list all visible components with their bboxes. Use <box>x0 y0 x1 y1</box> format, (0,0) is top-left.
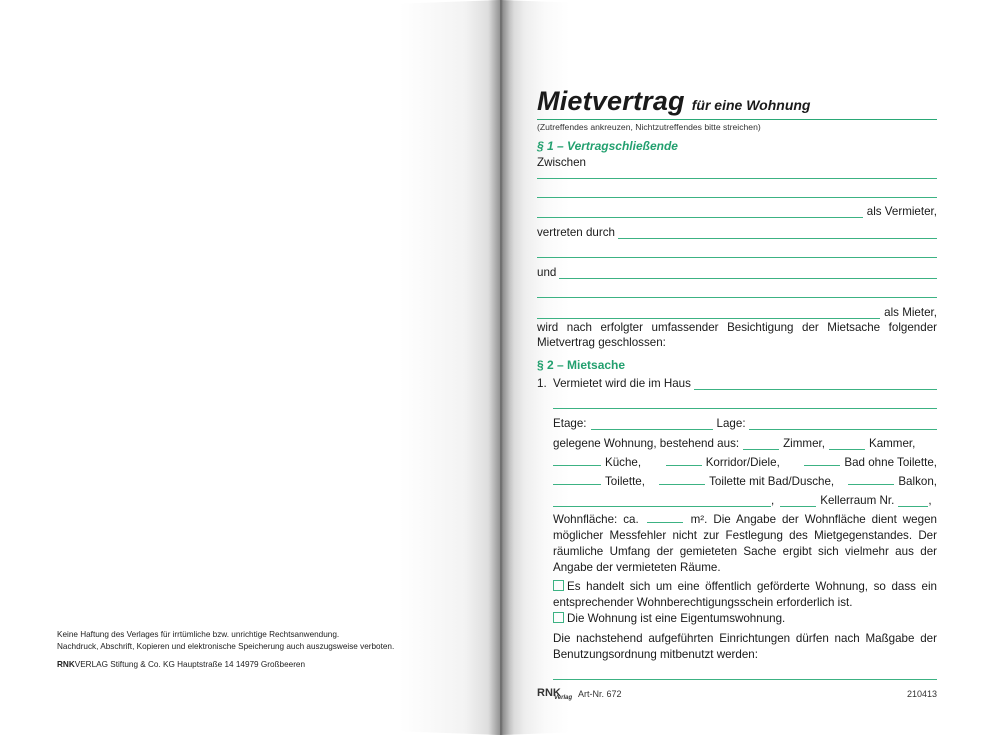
gelegene-label: gelegene Wohnung, bestehend aus: <box>553 437 740 450</box>
und-label: und <box>537 266 557 279</box>
fill-line-haus[interactable] <box>694 380 937 390</box>
vermietet-label: Vermietet wird die im Haus <box>553 377 691 390</box>
check-eigentum-label: Die Wohnung ist eine Eigentumswohnung. <box>567 612 786 625</box>
page-title: Mietvertrag <box>537 86 685 116</box>
fill-line-party1-b[interactable] <box>537 197 937 198</box>
bad-ohne-label: Bad ohne Toilette, <box>844 456 937 469</box>
fill-line-mieter[interactable] <box>537 309 880 319</box>
section-1-heading: § 1 – Vertragschließende <box>537 139 678 153</box>
keller-row <box>553 493 937 507</box>
article-number: Art-Nr. 672 <box>578 689 622 699</box>
publisher-address: VERLAG Stiftung & Co. KG Hauptstraße 14 14979 Großbeeren <box>74 660 306 669</box>
disclaimer-liability: Keine Haftung des Verlages für irrtümliche bzw. unrichtige Rechtsanwendung. <box>57 630 340 639</box>
fill-korridor[interactable] <box>666 456 702 466</box>
vermieter-row <box>537 204 937 218</box>
left-page-footer <box>57 629 477 671</box>
fill-line-party1-a[interactable] <box>537 178 937 179</box>
fill-line-vertreten-b[interactable] <box>537 257 937 258</box>
fill-line-party2-a[interactable] <box>559 269 937 279</box>
vertreten-durch-label: vertreten durch <box>537 226 615 239</box>
fill-wohnflaeche[interactable] <box>647 513 683 523</box>
fill-kammer[interactable] <box>829 440 865 450</box>
form-title-row <box>537 86 937 120</box>
checkbox-gefoerdert[interactable] <box>553 580 564 591</box>
item-number: 1. <box>537 377 547 390</box>
section-2-heading: § 2 – Mietsache <box>537 358 626 372</box>
fill-lage[interactable] <box>749 420 937 430</box>
fill-keller[interactable] <box>780 497 816 507</box>
check-gefoerdert-label: Es handelt sich um eine öffentlich geförderte Wohnung, so dass ein entsprechender Wohnberechtigungsschein erforderlich ist. <box>553 580 937 609</box>
book-spine <box>488 0 514 735</box>
contract-closing-text: wird nach erfolgter umfassender Besichtigung der Mietsache folgender Mietvertrag geschlossen: <box>537 321 937 349</box>
section-2-body <box>553 408 937 680</box>
kellerraum-label: Kellerraum Nr. <box>820 494 895 507</box>
wohnflaeche-text: m². Die Angabe der Wohnfläche dient wegen möglicher Messfehler nicht zur Festlegung des Mietgegenstandes. Der räumliche Umfang der gemieteten Sache ergibt sich vielmehr aus der Angabe der vermieteten Räume. <box>553 513 937 574</box>
fill-zimmer[interactable] <box>743 440 779 450</box>
wohnflaeche-paragraph <box>553 512 937 576</box>
page-subtitle: für eine Wohnung <box>691 97 811 113</box>
fill-etage[interactable] <box>591 420 713 430</box>
publisher-brand: RNK <box>57 660 75 669</box>
rnk-logo: RNK <box>537 687 561 699</box>
balkon-label: Balkon, <box>898 475 937 488</box>
contract-form <box>537 86 937 680</box>
fill-keller-nr[interactable] <box>898 497 928 507</box>
einrichtungen-text: Die nachstehend aufgeführten Einrichtungen dürfen nach Maßgabe der Benutzungsordnung mitbenutzt werden: <box>553 632 937 661</box>
wohnung-row-2 <box>553 455 937 469</box>
lage-label: Lage: <box>716 417 746 430</box>
fill-toilette[interactable] <box>553 475 601 485</box>
zimmer-label: Zimmer, <box>783 437 825 450</box>
disclaimer-copy: Nachdruck, Abschrift, Kopieren und elektronische Speicherung auch auszugsweise verboten. <box>57 641 395 651</box>
rnk-logo-sub: Verlag <box>554 695 573 701</box>
etage-row <box>553 416 937 430</box>
comma-separator: , <box>771 494 775 507</box>
check-gefoerdert-row <box>553 579 937 611</box>
fill-weitere-raeume[interactable] <box>553 497 771 507</box>
als-vermieter-label: als Vermieter, <box>866 205 937 218</box>
fill-bad-ohne[interactable] <box>804 456 840 466</box>
fill-balkon[interactable] <box>848 475 894 485</box>
toilette-label: Toilette, <box>605 475 645 488</box>
fill-toilette-mit[interactable] <box>659 475 705 485</box>
korridor-label: Korridor/Diele, <box>705 456 780 469</box>
vertreten-row <box>537 225 937 239</box>
toilette-mit-label: Toilette mit Bad/Dusche, <box>709 475 835 488</box>
form-hint: (Zutreffendes ankreuzen, Nichtzutreffendes bitte streichen) <box>537 122 761 132</box>
mieter-row <box>537 305 937 319</box>
kueche-label: Küche, <box>605 456 642 469</box>
check-eigentum-row <box>553 611 937 627</box>
fill-line-party2-b[interactable] <box>537 297 937 298</box>
comma-end: , <box>928 494 932 507</box>
haus-row <box>537 376 937 390</box>
wohnung-row-3 <box>553 474 937 488</box>
fill-line-vertreten[interactable] <box>618 229 937 239</box>
als-mieter-label: als Mieter, <box>884 306 937 319</box>
publisher-imprint <box>57 659 477 671</box>
fill-line-vermieter[interactable] <box>537 208 863 218</box>
checkbox-eigentum[interactable] <box>553 612 564 623</box>
wohnung-row-1 <box>553 436 937 450</box>
und-row <box>537 265 937 279</box>
zwischen-label: Zwischen <box>537 156 586 169</box>
form-code: 210413 <box>906 689 937 699</box>
fill-kueche[interactable] <box>553 456 601 466</box>
etage-label: Etage: <box>553 417 587 430</box>
wohnflaeche-prefix: Wohnfläche: ca. <box>553 513 639 526</box>
fill-line-haus-b[interactable] <box>553 408 937 409</box>
kammer-label: Kammer, <box>868 437 916 450</box>
fill-line-einrichtungen[interactable] <box>553 679 937 680</box>
